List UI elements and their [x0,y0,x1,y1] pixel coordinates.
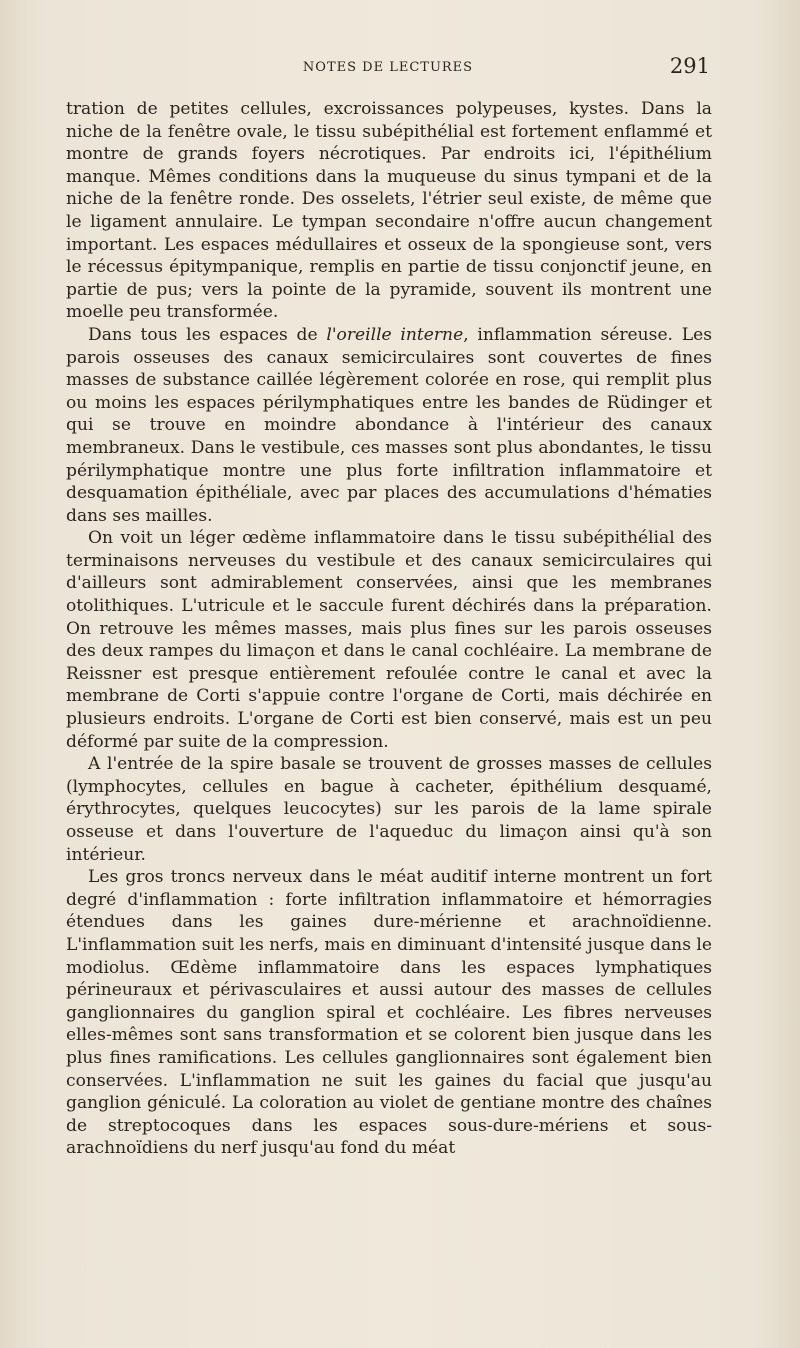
body-text [66,98,712,1160]
page-header [66,54,710,84]
paragraph: Les gros troncs nerveux dans le méat auditif interne montrent un fort degré d'inflammation : forte infiltration inflammatoire et hémorragies étendues dans les gaines dure-mérienne et arachnoïdienne. L'inflammation suit les nerfs, mais en diminuant d'intensité jusque dans le modiolus. Œdème inflammatoire dans les espaces lymphatiques périneuraux et périvasculaires et aussi autour des masses de cellules ganglionnaires du ganglion spiral et cochléaire. Les fibres nerveuses elles-mêmes sont sans transformation et se colorent bien jusque dans les plus fines ramifications. Les cellules ganglionnaires sont également bien conservées. L'inflammation ne suit les gaines du facial que jusqu'au ganglion géniculé. La coloration au violet de gentiane montre des chaînes de streptocoques dans les espaces sous-dure-mériens et sous-arachnoïdiens du nerf jusqu'au fond du méat [66,867,712,1159]
paragraph: tration de petites cellules, excroissances polypeuses, kystes. Dans la niche de la fenêtre ovale, le tissu subépithélial est fortement enflammé et montre de grands foyers nécrotiques. Par endroits ici, l'épithélium manque. Mêmes conditions dans la muqueuse du sinus tympani et de la niche de la fenêtre ronde. Des osselets, l'étrier seul existe, de même que le ligament annulaire. Le tympan secondaire n'offre aucun changement important. Les espaces médullaires et osseux de la spongieuse sont, vers le récessus épitympanique, remplis en partie de tissu conjonctif jeune, en partie de pus; vers la pointe de la pyramide, souvent ils montrent une moelle peu transformée. [66,99,712,323]
paragraph: On voit un léger œdème inflammatoire dans le tissu subépithélial des terminaisons nerveuses du vestibule et des canaux semicirculaires qui d'ailleurs sont admirablement conservées, ainsi que les membranes otolithiques. L'utricule et le saccule furent déchirés dans la préparation. On retrouve les mêmes masses, mais plus fines sur les parois osseuses des deux rampes du limaçon et dans le canal cochléaire. La membrane de Reissner est presque entièrement refoulée contre le canal et avec la membrane de Corti s'appuie contre l'organe de Corti, mais déchirée en plusieurs endroits. L'organe de Corti est bien conservé, mais est un peu déformé par suite de la compression. [66,528,712,752]
emphasis: l'oreille interne [326,324,464,345]
paragraph: Dans tous les espaces de l'oreille interne, inflammation séreuse. Les parois osseuses des canaux semicirculaires sont couvertes de fines masses de substance caillée légèrement colorée en rose, qui remplit plus ou moins les espaces périlymphatiques entre les bandes de Rüdinger et qui se trouve en moindre abondance à l'intérieur des canaux membraneux. Dans le vestibule, ces masses sont plus abondantes, le tissu périlymphatique montre une plus forte infiltration inflammatoire et desquamation épithéliale, avec par places des accumulations d'hématies dans ses mailles. [66,324,713,526]
running-title: NOTES DE LECTURES [302,60,474,75]
paragraph: A l'entrée de la spire basale se trouvent de grosses masses de cellules (lymphocytes, cellules en bague à cacheter, épithélium desquamé, érythrocytes, quelques leucocytes) sur les parois de la lame spirale osseuse et dans l'ouverture de l'aqueduc du limaçon ainsi qu'à son intérieur. [66,754,712,865]
page-number: 291 [669,54,710,78]
